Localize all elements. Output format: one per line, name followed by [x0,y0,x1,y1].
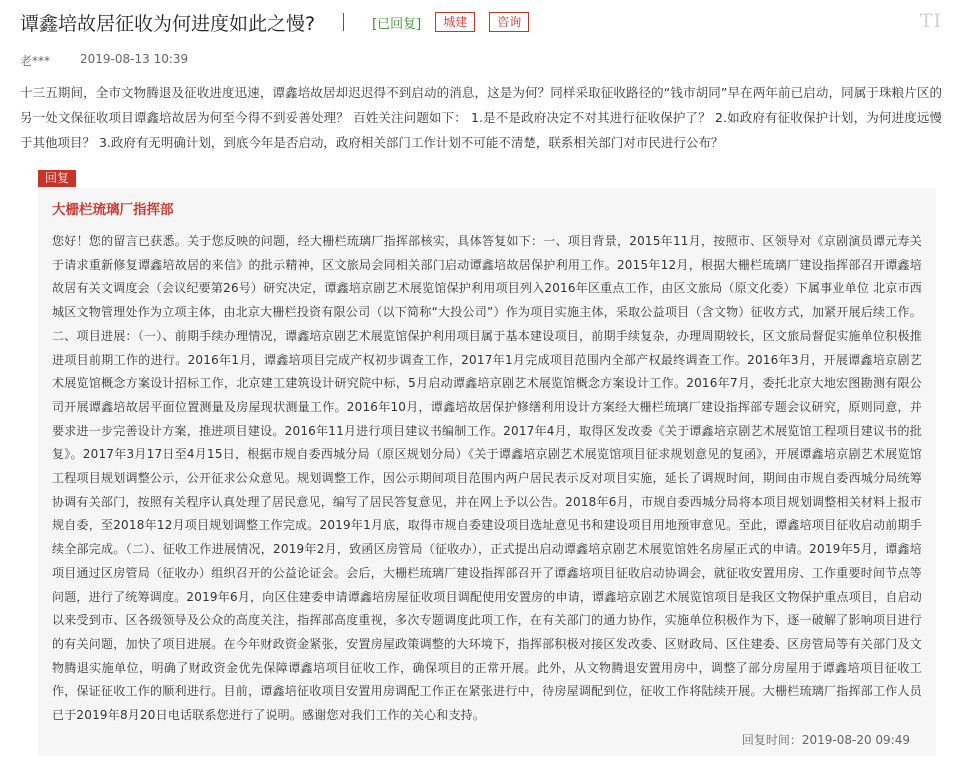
page-title: 谭鑫培故居征收为何进度如此之慢? [20,12,316,35]
reply-time-value: 2019-08-20 09:49 [801,733,910,747]
tag-type[interactable]: 咨询 [489,12,529,32]
watermark-logo: TI [919,10,942,32]
status-badge: [已回复] [372,16,422,32]
post-date: 2019-08-13 10:39 [80,52,189,66]
reply-department: 大栅栏琉璃厂指挥部 [52,202,174,218]
tag-category[interactable]: 城建 [435,12,475,32]
reply-label: 回复 [38,170,76,187]
question-content: 十三五期间，全市文物腾退及征收进度迅速，谭鑫培故居却迟迟得不到启动的消息，这是为何？同样采取征收路径的“钱市胡同”早在两年前已启动，同属于珠粮片区的另一处文保征收项目谭鑫培故居为何至今得不到妥善处理？ 百姓关注问题如下： 1.是不是政府决定不对其进行征收保护了？ 2.如政府有征收保护计划，为何进度远慢于其他项目？ 3.政府有无明确计划，到底今年是否启动，政府相关部门工作计划不可能不清楚，联系相关部门对市民进行公布？ [20,85,942,150]
reply-timestamp [742,731,910,748]
author-name: 老*** [20,54,51,68]
title-divider [343,13,344,31]
post-header [20,6,942,38]
post-meta [20,52,188,69]
reply-content: 您好！您的留言已获悉。关于您反映的问题，经大栅栏琉璃厂指挥部核实，具体答复如下：一、项目背景，2015年11月，按照市、区领导对《京剧演员谭元寿关于请求重新修复谭鑫培故居的来信》的批示精神，区文旅局会同相关部门启动谭鑫培故居保护利用工作。2015年12月，根据大栅栏琉璃厂建设指挥部召开谭鑫培故居有关文调度会（会议纪要第26号）研究决定，谭鑫培京剧艺术展览馆保护利用项目列入2016年区重点工作，由区文旅局（原文化委）下属事业单位 北京市西城区文物管理处作为立项主体，由北京大栅栏投资有限公司（以下简称“大投公司”）作为项目实施主体，采取公益项目（含文物）征收方式，加紧开展后续工作。二、项目进展：（一）、前期手续办理情况，谭鑫培京剧艺术展览馆保护利用项目属于基本建设项目，前期手续复杂，办理周期较长，区文旅局督促实施单位积极推进项目前期工作的进行。2016年1月，谭鑫培项目完成产权初步调查工作，2017年1月完成项目范围内全部产权最终调查工作。2016年3月，开展谭鑫培京剧艺术展览馆概念方案设计招标工作，北京建工建筑设计研究院中标，5月启动谭鑫培京剧艺术展览馆概念方案设计工作。2016年7月，委托北京大地宏图勘测有限公司开展谭鑫培故居平面位置测量及房屋现状测量工作。2016年10月，谭鑫培故居保护修缮利用设计方案经大栅栏琉璃厂建设指挥部专题会议研究，原则同意，并要求进一步完善设计方案，推进项目建设。2016年11月进行项目建议书编制工作。2017年4月，取得区发改委《关于谭鑫培京剧艺术展览馆工程项目建议书的批复》。2017年3月17日至4月15日，根据市规自委西城分局（原区规划分局）《关于谭鑫培京剧艺术展览馆项目征求规划意见的复函》，开展谭鑫培京剧艺术展览馆工程项目规划调整公示，公开征求公众意见。规划调整工作，因公示期间项目范围内两户居民表示反对项目实施，延长了调规时间，期间由市规自委西城分局统筹协调有关部门，按照有关程序认真处理了居民意见，编写了居民答复意见，并在网上予以公告。2018年6月，市规自委西城分局将本项目规划调整相关材料上报市规自委，至2018年12月项目规划调整工作完成。2019年1月底，取得市规自委建设项目选址意见书和建设项目用地预审意见。至此，谭鑫培项目征收启动前期手续全部完成。（二）、征收工作进展情况，2019年2月，致函区房管局（征收办），正式提出启动谭鑫培京剧艺术展览馆姓名房屋正式的申请。2019年5月，谭鑫培项目通过区房管局（征收办）组织召开的公益论证会。会后，大栅栏琉璃厂建设指挥部召开了谭鑫培项目征收启动协调会，就征收安置用房、工作重要时间节点等问题，进行了统筹调度。2019年6月，向区住建委申请谭鑫培房屋征收项目调配使用安置房的申请，谭鑫培京剧艺术展览馆项目是我区文物保护重点项目，自启动以来受到市、区各级领导及公众的高度关注，指挥部高度重视，多次专题调度此项工作，在有关部门的通力协作，实施单位积极作为下，逐一破解了影响项目进行的有关问题，加快了项目进展。在今年财政资金紧张，安置房屋政策调整的大环境下，指挥部积极对接区发改委、区财政局、区住建委、区房管局等有关部门及文物腾退实施单位，明确了财政资金优先保障谭鑫培项目征收工作，确保项目的正常开展。此外，从文物腾退安置用房中，调整了部分房屋用于谭鑫培项目征收工作，保证征收工作的顺利进行。目前，谭鑫培征收项目安置用房调配工作正在紧张进行中，待房屋调配到位，征收工作将陆续开展。大栅栏琉璃厂指挥部工作人员已于2019年8月20日电话联系您进行了说明。感谢您对我们工作的关心和支持。 [52,234,922,723]
reply-box [38,188,936,756]
reply-time-label: 回复时间： [741,733,802,747]
